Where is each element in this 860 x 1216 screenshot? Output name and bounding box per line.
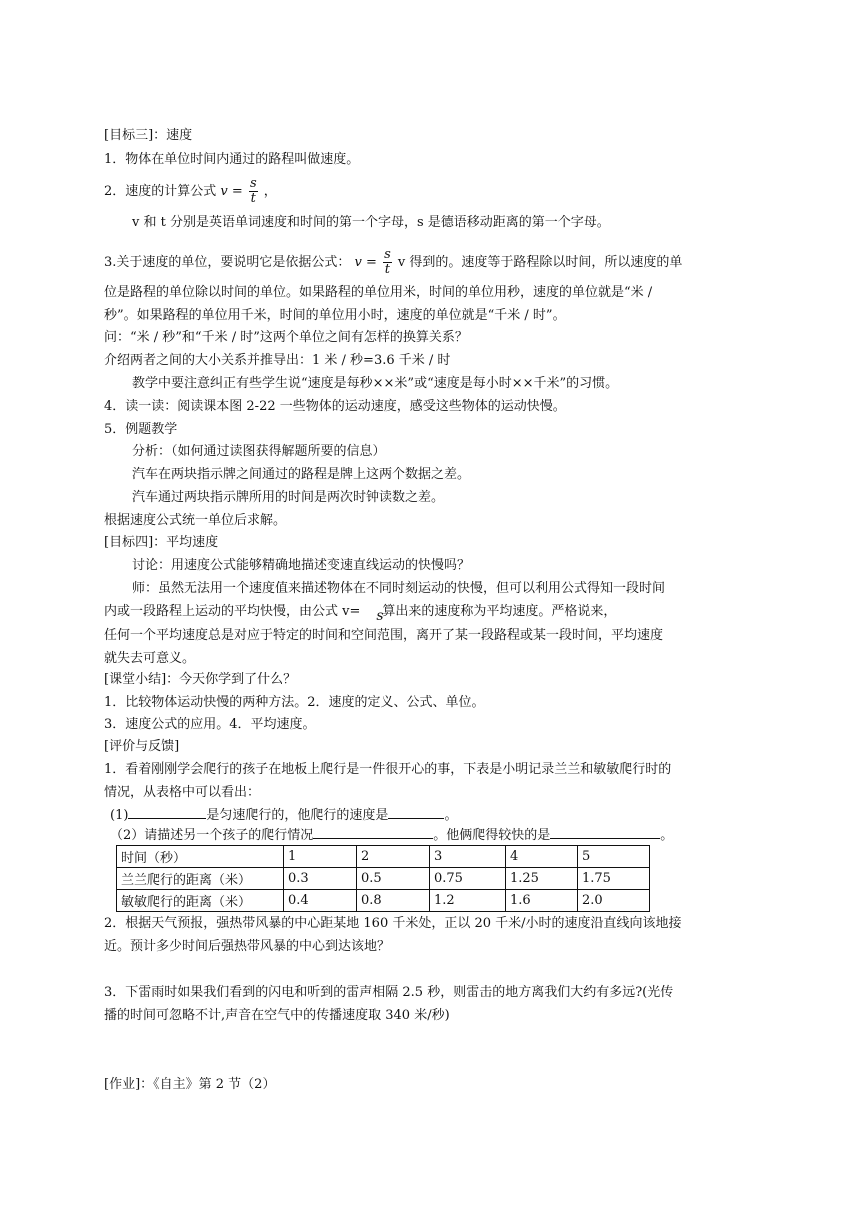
part-2-text: 。他俩爬得较快的是 [433,828,551,843]
para-4: 4．读一读：阅读课本图 2-22 一些物体的运动速度，感受这些物体的运动快慢。 [104,399,566,414]
exercise-1-part-1 [110,806,457,825]
summary-line-2: 3．速度公式的应用。4．平均速度。 [104,717,316,732]
summary-heading: [课堂小结]：今天你学到了什么？ [104,672,297,687]
question-line: 问：“米 / 秒”和“千米 / 时”这两个单位之间有怎样的换算关系？ [104,330,468,345]
fraction-s-over-t [249,177,258,206]
part-1-label: (1) [110,808,129,823]
para-2-note: v 和 t 分别是英语单词速度和时间的第一个字母，s 是德语移动距离的第一个字母。 [132,215,610,230]
teacher-line-2-part-2: 算出来的速度称为平均速度。严格说来， [382,604,617,619]
goal4-heading: [目标四]：平均速度 [104,535,219,550]
goal3-heading: [目标三]：速度 [104,128,193,143]
fraction-numerator: s [384,247,391,262]
formula-v: v = [220,184,243,199]
crawl-table [116,845,650,912]
car-line-1: 汽车在两块指示牌之间通过的路程是牌上这两个数据之差。 [132,467,471,482]
exercise-1-part-2 [110,826,673,845]
teacher-line-3: 任何一个平均速度总是对应于特定的时间和空间范围，离开了某一段路程或某一段时间，平均速度 [104,628,664,643]
para-2 [104,177,277,206]
exercise-3-line-1: 3．下雷雨时如果我们看到的闪电和听到的雷声相隔 2.5 秒，则雷击的地方离我们大约有多远?(光传 [104,985,674,1000]
table-cell: 兰兰爬行的距离（米） [117,868,284,890]
para-3-line-2: 位是路程的单位除以时间的单位。如果路程的单位用米，时间的单位用秒，速度的单位就是“米 / [104,285,653,300]
para-3-prefix: 3.关于速度的单位，要说明它是依据公式： [104,255,351,270]
conversion-line: 介绍两者之间的大小关系并推导出：1 米 / 秒=3.6 千米 / 时 [104,353,451,368]
para-3 [104,248,682,277]
table-cell: 0.8 [357,890,430,912]
table-cell: 1.6 [506,890,578,912]
table-cell: 2 [357,846,430,868]
table-row [117,890,650,912]
table-cell: 5 [578,846,650,868]
teaching-note: 教学中要注意纠正有些学生说“速度是每秒××米”或“速度是每小时××千米”的习惯。 [132,376,619,391]
formula-v: v = [354,255,377,270]
table-cell: 2.0 [578,890,650,912]
table-cell: 0.3 [284,868,357,890]
table-cell: 1.25 [506,868,578,890]
table-cell: 0.5 [357,868,430,890]
analysis-line: 分析：（如何通过读图获得解题所要的信息） [132,444,386,459]
para-3-suffix: v 得到的。速度等于路程除以时间，所以速度的单 [397,255,683,270]
exercise-1-line-2: 情况，从表格中可以看出： [104,785,261,800]
fraction-numerator: s [249,176,257,191]
para-1: 1．物体在单位时间内通过的路程叫做速度。 [104,152,360,167]
part-2-end: 。 [660,828,674,843]
evaluation-heading: [评价与反馈] [104,739,180,754]
table-cell: 敏敏爬行的距离（米） [117,890,284,912]
answer-blank[interactable] [388,806,444,819]
table-cell: 1.75 [578,868,650,890]
fraction-denominator: t [250,191,256,206]
part-1-text: 是匀速爬行的，他爬行的速度是 [206,808,389,823]
table-row [117,868,650,890]
part-1-end: 。 [444,808,458,823]
answer-blank[interactable] [128,806,206,819]
homework-line: [作业]：《自主》第 2 节（2） [104,1077,276,1092]
para-3-line-3: 秒”。如果路程的单位用千米，时间的单位用小时，速度的单位就是“千米 / 时”。 [104,308,566,323]
table-cell: 1 [284,846,357,868]
solve-line: 根据速度公式统一单位后求解。 [104,513,287,528]
formula-s: s [376,608,384,624]
exercise-3-line-2: 播的时间可忽略不计,声音在空气中的传播速度取 340 米/秒) [104,1008,450,1023]
table-cell: 3 [430,846,506,868]
teacher-line-2-part-1: 内或一段路程上运动的平均快慢，由公式 v= [104,604,361,619]
discuss-line: 讨论：用速度公式能够精确地描述变速直线运动的快慢吗？ [132,558,471,573]
part-2-label: （2）请描述另一个孩子的爬行情况 [110,828,314,843]
fraction-denominator: t [384,262,391,277]
car-line-2: 汽车通过两块指示牌所用的时间是两次时钟读数之差。 [132,490,445,505]
teacher-line-1: 师：虽然无法用一个速度值来描述物体在不同时刻运动的快慢，但可以利用公式得知一段时间 [132,581,666,596]
table-cell: 1.2 [430,890,506,912]
fraction-s-over-t [383,248,392,277]
para-2-prefix: 2．速度的计算公式 [104,184,217,199]
teacher-line-4: 就失去可意义。 [104,651,196,666]
exercise-1-line-1: 1．看着刚刚学会爬行的孩子在地板上爬行是一件很开心的事，下表是小明记录兰兰和敏敏爬行时的 [104,762,672,777]
table-cell: 4 [506,846,578,868]
exercise-2-line-1: 2．根据天气预报，强热带风暴的中心距某地 160 千米处，正以 20 千米/小时的速度沿直线向该地接 [104,916,682,931]
answer-blank[interactable] [313,826,433,839]
summary-line-1: 1．比较物体运动快慢的两种方法。2．速度的定义、公式、单位。 [104,695,485,710]
para-5: 5．例题教学 [104,422,178,437]
table-cell: 0.75 [430,868,506,890]
table-cell: 时间（秒） [117,846,284,868]
table-cell: 0.4 [284,890,357,912]
para-2-suffix: ， [263,184,277,199]
answer-blank[interactable] [550,826,660,839]
table-header-row [117,846,650,868]
teacher-line-2 [104,603,617,624]
exercise-2-line-2: 近。预计多少时间后强热带风暴的中心到达该地？ [104,939,391,954]
